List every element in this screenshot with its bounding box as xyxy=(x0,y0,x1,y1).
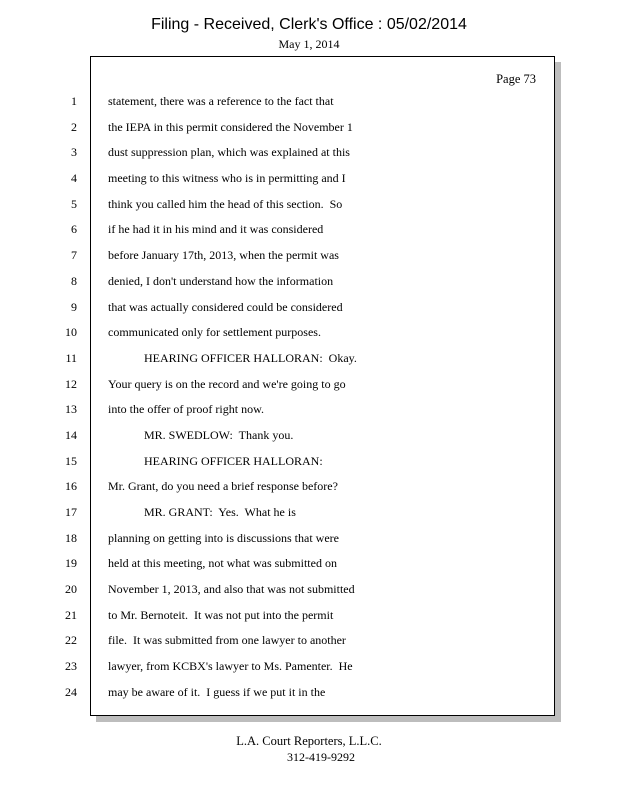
transcript-line: Mr. Grant, do you need a brief response before? xyxy=(108,479,338,494)
transcript-line: that was actually considered could be considered xyxy=(108,299,343,314)
transcript-line: dust suppression plan, which was explained at this xyxy=(108,145,350,160)
line-number: 4 xyxy=(71,171,77,186)
line-number: 8 xyxy=(71,273,77,288)
transcript-text xyxy=(108,89,548,706)
line-number: 7 xyxy=(71,248,77,263)
court-reporter-phone-row xyxy=(0,750,618,765)
line-number: 12 xyxy=(65,376,77,391)
transcript-line: before January 17th, 2013, when the permit was xyxy=(108,248,339,263)
line-number: 20 xyxy=(65,582,77,597)
line-number: 16 xyxy=(65,479,77,494)
line-number: 5 xyxy=(71,196,77,211)
transcript-line: HEARING OFFICER HALLORAN: Okay. xyxy=(108,350,357,365)
line-number-column xyxy=(0,89,90,706)
line-number: 15 xyxy=(65,453,77,468)
line-number: 6 xyxy=(71,222,77,237)
transcript-line: to Mr. Bernoteit. It was not put into the permit xyxy=(108,607,334,622)
transcript-line: file. It was submitted from one lawyer to another xyxy=(108,633,346,648)
transcript-date: May 1, 2014 xyxy=(278,37,340,51)
line-number: 1 xyxy=(71,94,77,108)
transcript-line: communicated only for settlement purposes. xyxy=(108,325,321,340)
transcript-line: think you called him the head of this section. So xyxy=(108,196,343,211)
transcript-line: into the offer of proof right now. xyxy=(108,402,264,417)
transcript-line: MR. SWEDLOW: Thank you. xyxy=(108,427,294,442)
line-number: 21 xyxy=(65,607,77,622)
transcript-line: the IEPA in this permit considered the November 1 xyxy=(108,119,353,134)
line-number: 17 xyxy=(65,505,77,519)
line-number: 14 xyxy=(65,427,77,442)
filing-stamp-header: Filing - Received, Clerk's Office : 05/02/2014 xyxy=(151,16,467,33)
line-number: 18 xyxy=(65,530,77,545)
court-reporter-phone: 312-419-9292 xyxy=(287,750,355,764)
line-number: 23 xyxy=(65,659,77,674)
line-number: 3 xyxy=(71,145,77,160)
line-number: 24 xyxy=(65,684,77,699)
transcript-line: MR. GRANT: Yes. What he is xyxy=(108,505,296,519)
line-number: 9 xyxy=(71,299,77,314)
transcript-line: meeting to this witness who is in permitting and I xyxy=(108,171,346,186)
line-number: 11 xyxy=(65,350,77,365)
line-number: 10 xyxy=(65,325,77,340)
line-number: 19 xyxy=(65,556,77,571)
page-number: Page 73 xyxy=(496,72,536,86)
transcript-line: lawyer, from KCBX's lawyer to Ms. Pamenter. He xyxy=(108,659,353,674)
transcript-line: may be aware of it. I guess if we put it in the xyxy=(108,684,326,699)
transcript-line: denied, I don't understand how the information xyxy=(108,273,334,288)
transcript-line: Your query is on the record and we're going to go xyxy=(108,376,346,391)
transcript-line: statement, there was a reference to the fact that xyxy=(108,94,334,108)
line-number: 22 xyxy=(65,633,77,648)
transcript-line: HEARING OFFICER HALLORAN: xyxy=(108,453,323,468)
court-reporter-name: L.A. Court Reporters, L.L.C. xyxy=(236,734,382,748)
transcript-line: planning on getting into is discussions that were xyxy=(108,530,339,545)
transcript-line: held at this meeting, not what was submitted on xyxy=(108,556,337,571)
line-number: 2 xyxy=(71,119,77,134)
transcript-line: November 1, 2013, and also that was not submitted xyxy=(108,582,355,597)
transcript-line: if he had it in his mind and it was considered xyxy=(108,222,324,237)
line-number: 13 xyxy=(65,402,77,417)
